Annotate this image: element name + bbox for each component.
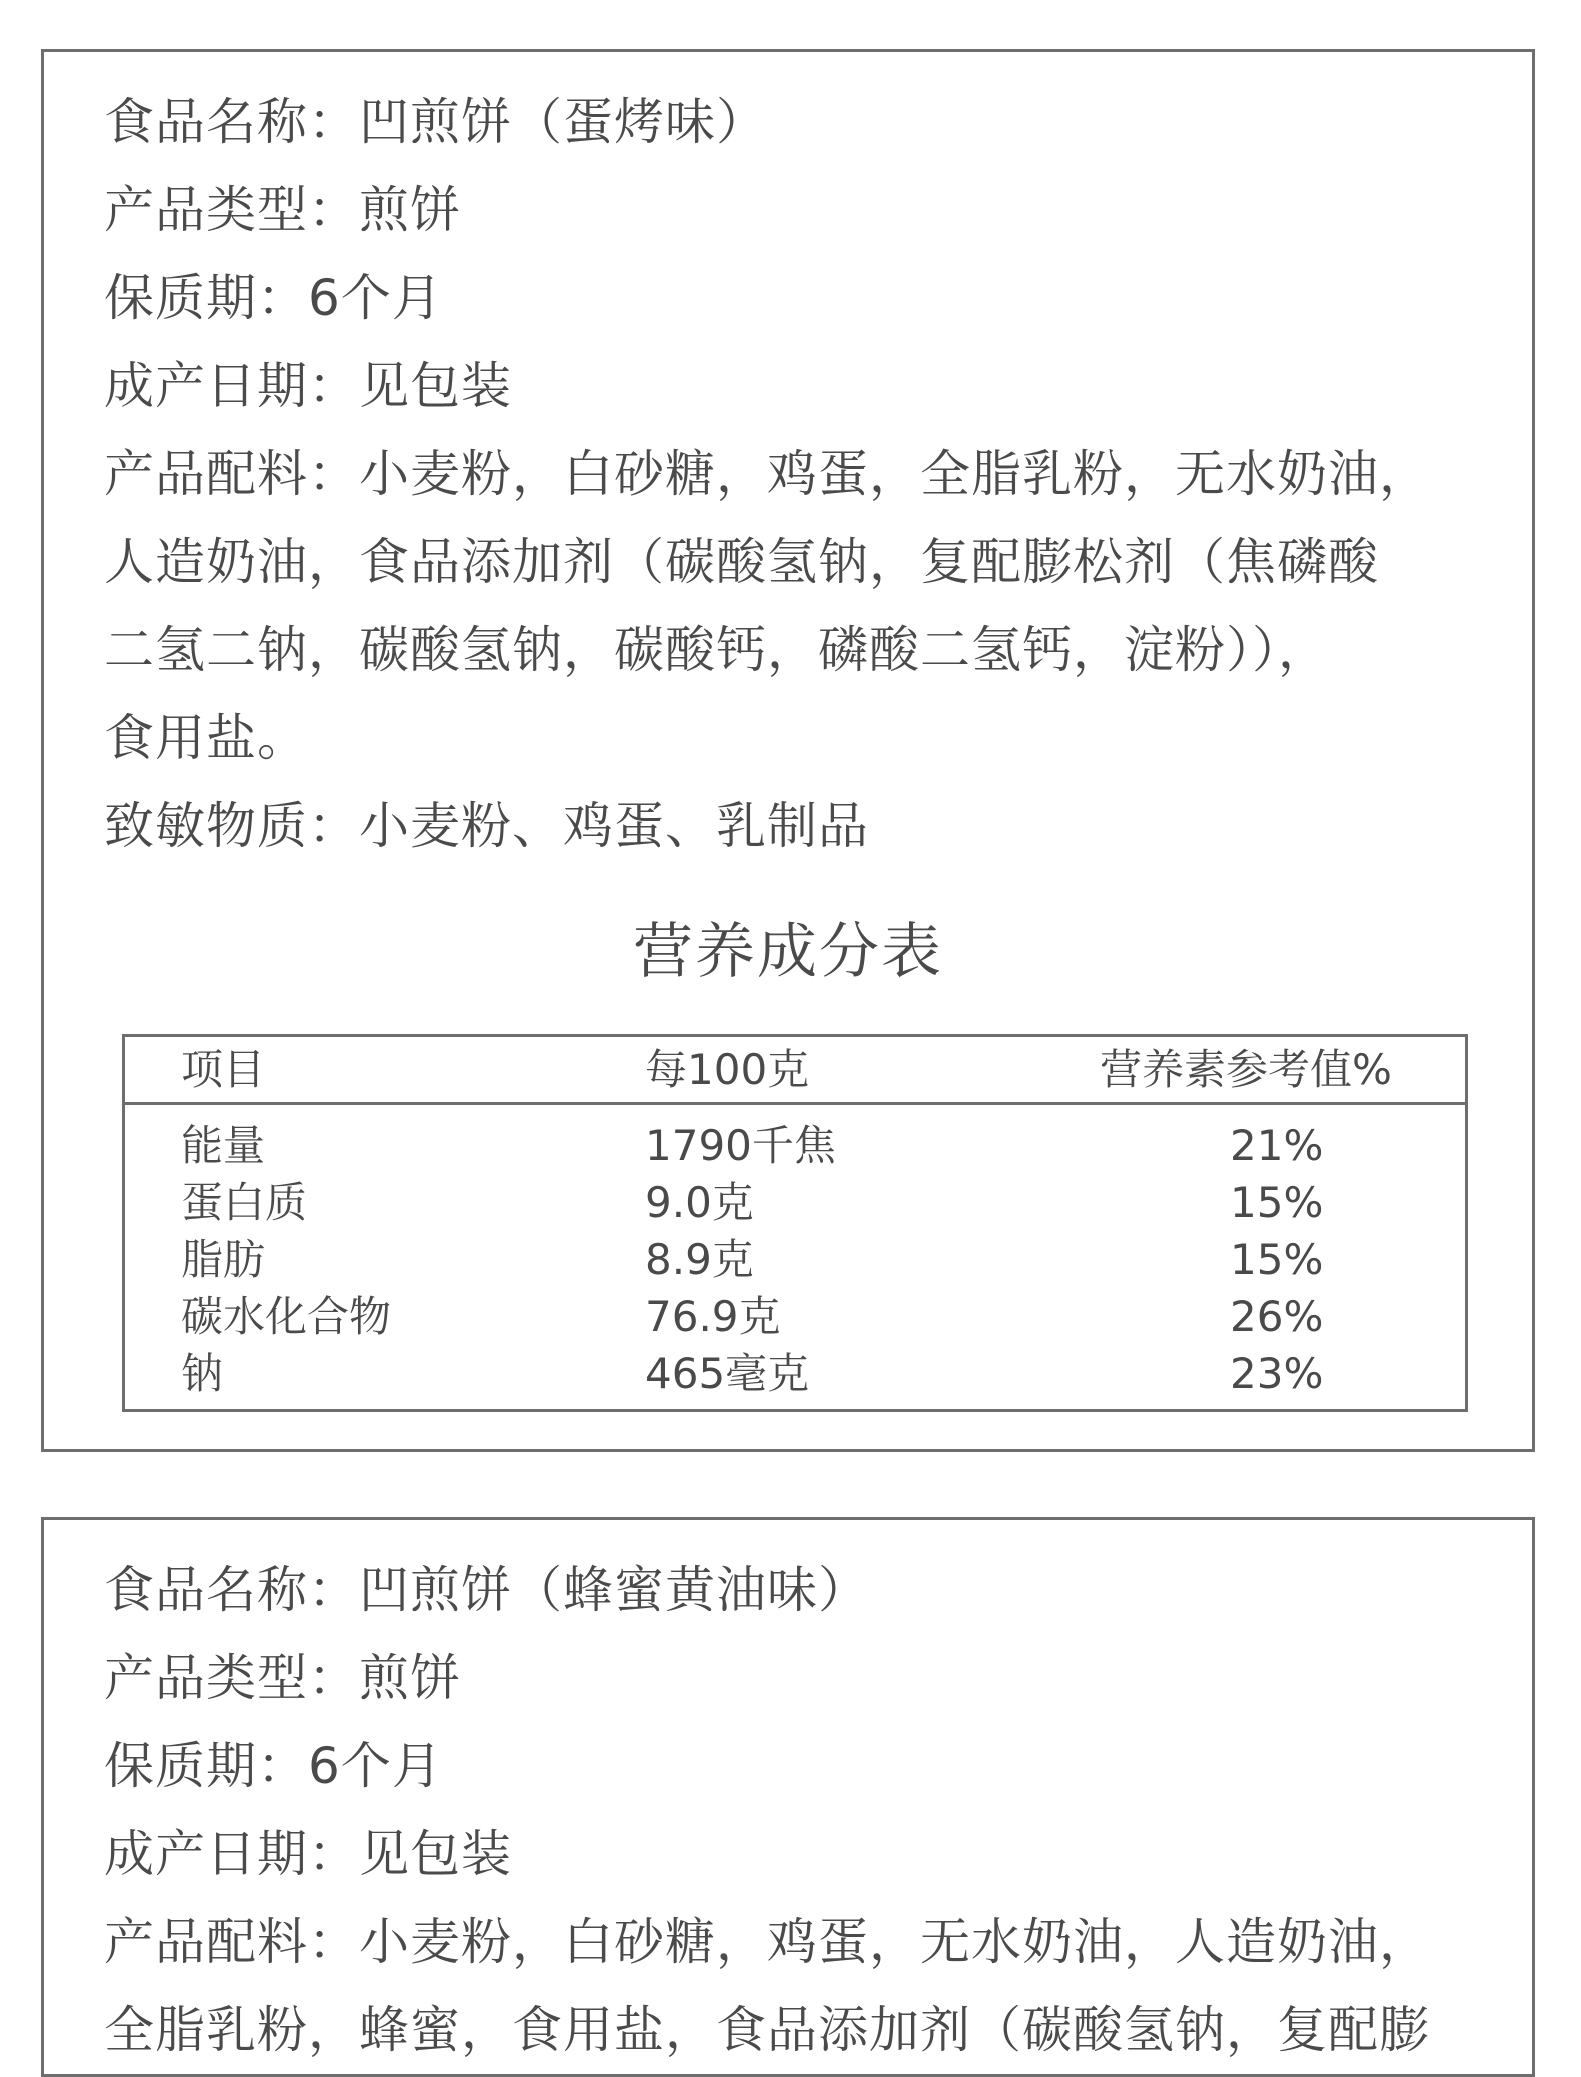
row-item: 能量 [181,1121,266,1170]
nutrition-table-header [125,1037,1465,1105]
allergens-line: 致敏物质：小麦粉、鸡蛋、乳制品 [104,797,869,855]
row-per-100g: 465毫克 [645,1349,810,1398]
shelf-life-line: 保质期：6个月 [104,269,443,327]
row-item: 钠 [181,1349,224,1398]
nutrition-table-title: 营养成分表 [633,917,943,987]
table-row [125,1117,1465,1174]
table-row [125,1231,1465,1288]
product-info-text [104,78,1504,870]
food-name-line: 食品名称：凹煎饼（蛋烤味） [104,93,767,151]
row-per-100g: 8.9克 [645,1235,754,1284]
product-info-card-honey-butter [41,1517,1535,2077]
production-date-line: 成产日期：见包装 [104,1825,512,1883]
ingredients-line-2: 人造奶油，食品添加剂（碳酸氢钠，复配膨松剂（焦磷酸 [104,533,1379,591]
product-type-line: 产品类型：煎饼 [104,1649,461,1707]
row-nrv: 15% [1230,1235,1324,1284]
row-per-100g: 9.0克 [645,1178,754,1227]
nutrition-table [122,1034,1468,1412]
shelf-life-line: 保质期：6个月 [104,1737,443,1795]
row-nrv: 23% [1230,1349,1324,1398]
nutrition-table-body [125,1117,1465,1402]
row-per-100g: 76.9克 [645,1292,781,1341]
production-date-line: 成产日期：见包装 [104,357,512,415]
ingredients-line-2: 全脂乳粉，蜂蜜，食用盐，食品添加剂（碳酸氢钠，复配膨 [104,2001,1430,2059]
row-nrv: 15% [1230,1178,1324,1227]
row-nrv: 26% [1230,1292,1324,1341]
food-name-line: 食品名称：凹煎饼（蜂蜜黄油味） [104,1561,869,1619]
ingredients-line-1: 产品配料：小麦粉，白砂糖，鸡蛋，无水奶油，人造奶油， [104,1913,1430,1971]
ingredients-line-4: 食用盐。 [104,709,308,767]
row-item: 碳水化合物 [181,1292,392,1341]
table-row [125,1345,1465,1402]
product-info-card-egg-roast [41,49,1535,1452]
row-nrv: 21% [1230,1121,1324,1170]
product-type-line: 产品类型：煎饼 [104,181,461,239]
ingredients-line-3: 二氢二钠，碳酸氢钠，碳酸钙，磷酸二氢钙，淀粉））， [104,621,1329,679]
table-row [125,1174,1465,1231]
header-item: 项目 [181,1045,266,1094]
row-item: 蛋白质 [181,1178,308,1227]
table-row [125,1288,1465,1345]
row-per-100g: 1790千焦 [645,1121,836,1170]
ingredients-line-1: 产品配料：小麦粉，白砂糖，鸡蛋，全脂乳粉，无水奶油， [104,445,1430,503]
product-info-text [104,1546,1504,2074]
header-per-100g: 每100克 [645,1045,810,1094]
header-nrv: 营养素参考值% [1100,1045,1392,1094]
row-item: 脂肪 [181,1235,266,1284]
